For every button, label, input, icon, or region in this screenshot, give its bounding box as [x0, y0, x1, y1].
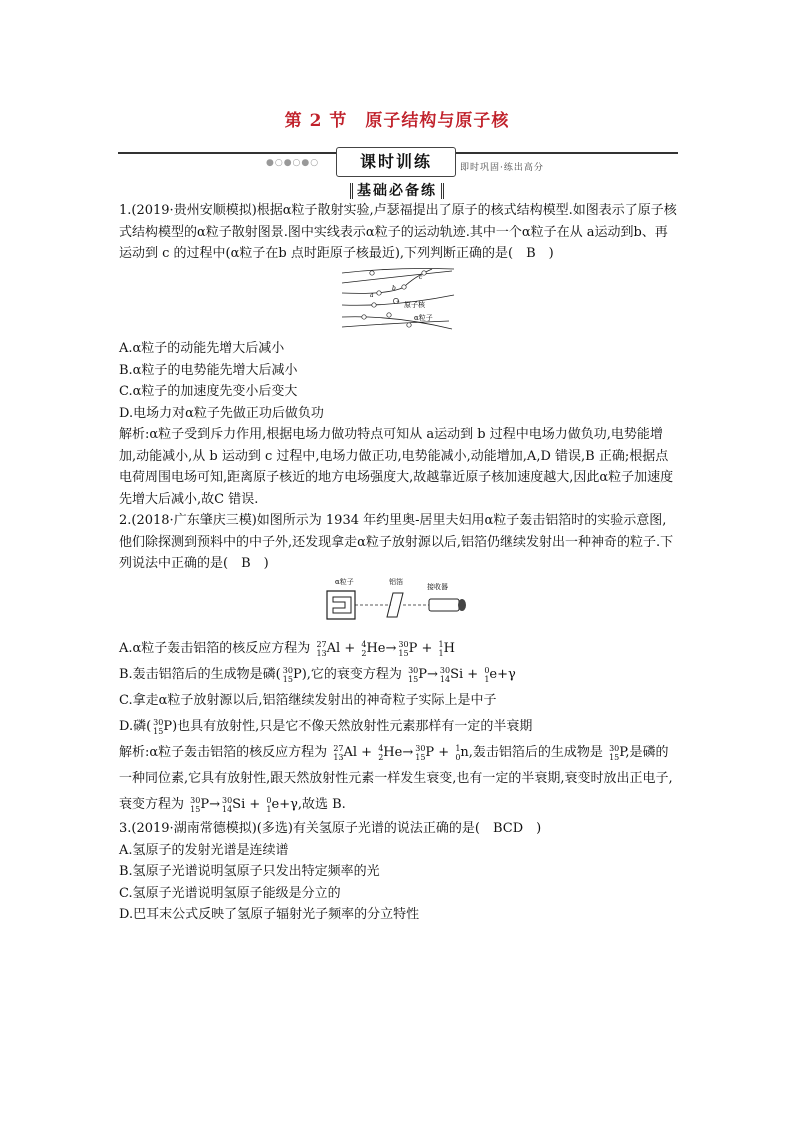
q1-option-b: B.α粒子的电势能先增大后减小: [119, 362, 298, 378]
q3-option-b: B.氢原子光谱说明氢原子只发出特定频率的光: [119, 864, 380, 879]
lesson-banner: [118, 147, 678, 177]
fig-nucleus-label: 原子核: [404, 300, 425, 309]
fig-point-b: b: [392, 284, 396, 292]
q1-figure: [119, 265, 679, 339]
fig-point-c: c: [419, 273, 423, 281]
fig-receiver-label: 接收器: [427, 582, 448, 591]
fig-foil-label: 铝箔: [389, 577, 403, 586]
q2-option-b: B.轰击铝箔后的生成物是磷( 30 15P),它的衰变方程为 30 15P→ 30 14Si + 0 1e+γ: [119, 665, 516, 684]
q2-analysis-3: ,是磷的一种同位素,它具有放射性,跟天然放射性元素一样发生衰变,也有一定的半衰期,衰变时放出正电子,衰变方程为: [119, 745, 673, 812]
fig-particle-label: α粒子: [414, 313, 433, 322]
q2-analysis: 解析:α粒子轰击铝箔的核反应方程为 27 13Al + 4 2He→ 30 15P + 1 0n,轰击铝箔后的生成物是 30 15P,是磷的一种同位素,它具有放射性,跟天然放射性元素一样发生衰变,也有一定的半衰期,衰变时放出正电子,衰变方程为 30 15P→ 30 14Si + 0 1e+γ,故选 B.: [119, 743, 673, 814]
q1-option-d: D.电场力对α粒子先做正功后做负功: [119, 405, 324, 421]
banner-label: 课时训练: [336, 147, 456, 177]
q2-analysis-2: ,轰击铝箔后的生成物是: [468, 745, 603, 760]
banner-dots: ●○●○●○: [266, 158, 320, 168]
q2-option-b-text1: B.轰击铝箔后的生成物是磷(: [119, 667, 281, 682]
q1-stem: 1.(2019·贵州安顺模拟)根据α粒子散射实验,卢瑟福提出了原子的核式结构模型.如图表示了原子核式结构模型的α粒子散射图景.图中实线表示α粒子的运动轨迹.其中一个α粒子在从 a运动到b、再运动到 c 的过程中(α粒子在b 点时距原子核最近),下列判断正确的是( B ): [119, 203, 677, 261]
q2-option-b-text2: ),它的衰变方程为: [301, 667, 402, 682]
q2-option-d-text2: )也具有放射性,只是它不像天然放射性元素那样有一定的半衰期: [172, 719, 533, 734]
q2-option-a: A.α粒子轰击铝箔的核反应方程为 27 13Al + 4 2He→ 30 15P + 1 1H: [119, 639, 455, 658]
joliot-curie-apparatus: [319, 575, 479, 629]
q2-analysis-4: ,故选 B.: [297, 797, 346, 812]
q2-analysis-1: 解析:α粒子轰击铝箔的核反应方程为: [119, 745, 328, 760]
q3-option-a: A.氢原子的发射光谱是连续谱: [119, 842, 289, 858]
q1-analysis: 解析:α粒子受到斥力作用,根据电场力做功特点可知从 a运动到 b 过程中电场力做负功,电势能增加,动能减小,从 b 运动到 c 过程中,电场力做正功,电势能减小,动能增加,A,D 错误,B 正确;根据点电荷周围电场可知,距离原子核近的地方电场强度大,故越靠近原子核加速度越大,因此α粒子加速度先增大后减小,故C 错误.: [119, 427, 674, 507]
fig-point-a: a: [370, 291, 374, 299]
q2-option-d: D.磷( 30 15P)也具有放射性,只是它不像天然放射性元素那样有一定的半衰期: [119, 717, 533, 736]
question-content: [119, 200, 679, 926]
q3-option-c: C.氢原子光谱说明氢原子能级是分立的: [119, 885, 341, 901]
banner-subtitle: 即时巩固·练出高分: [460, 163, 544, 173]
q2-option-c: C.拿走α粒子放射源以后,铝箔继续发射出的神奇粒子实际上是中子: [119, 693, 497, 708]
q1-option-c: C.α粒子的加速度先变小后变大: [119, 384, 298, 399]
page-title: 第 2 节 原子结构与原子核: [284, 111, 510, 131]
alpha-scattering-diagram: [334, 265, 464, 331]
q2-option-d-text1: D.磷(: [119, 719, 152, 734]
section-title: 基础必备练: [350, 183, 444, 199]
q3-stem: 3.(2019·湖南常德模拟)(多选)有关氢原子光谱的说法正确的是( BCD ): [119, 821, 542, 836]
q3-option-d: D.巴耳末公式反映了氢原子辐射光子频率的分立特性: [119, 907, 420, 922]
q2-stem: 2.(2018·广东肇庆三模)如图所示为 1934 年约里奥-居里夫妇用α粒子轰击铝箔时的实验示意图,他们除探测到预料中的中子外,还发现拿走α粒子放射源以后,铝箔仍继续发射出一种神奇的粒子.下列说法中正确的是( B ): [119, 513, 674, 571]
nucleus-plus-icon: +: [395, 298, 401, 305]
section-heading: [0, 180, 794, 200]
q2-figure: [119, 575, 679, 637]
q1-option-a: A.α粒子的动能先增大后减小: [119, 341, 285, 356]
q2-option-a-text: A.α粒子轰击铝箔的核反应方程为: [119, 641, 311, 656]
fig-source-label: α粒子: [335, 577, 354, 586]
